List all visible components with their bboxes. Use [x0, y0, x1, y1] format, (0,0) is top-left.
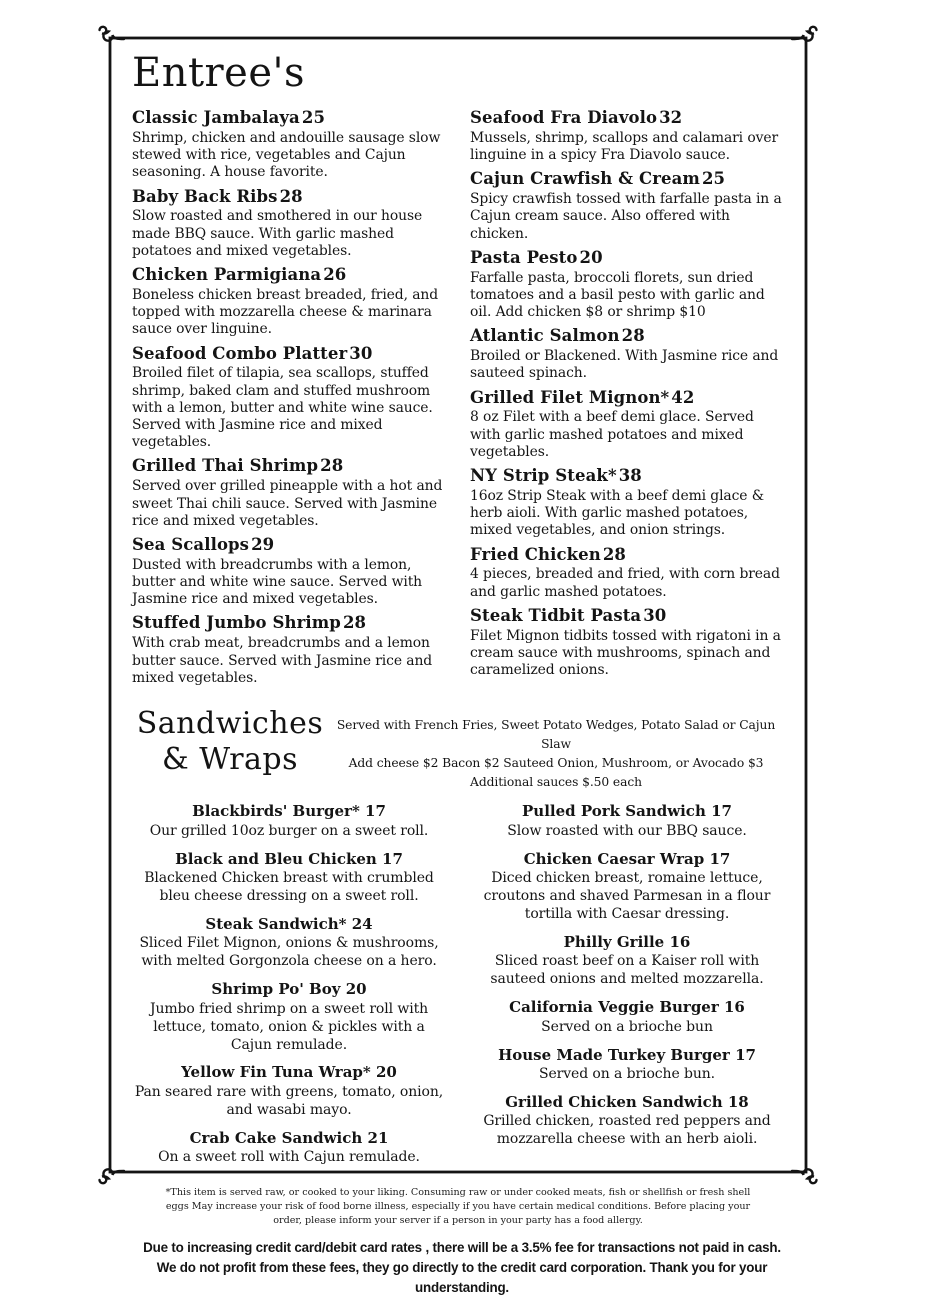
item-description: Served over grilled pineapple with a hot and sweet Thai chili sauce. Served with Jasmine rice and mixed vegetables.	[132, 478, 443, 529]
sandwiches-note-addons: Add cheese $2 Bacon $2 Sauteed Onion, Mushroom, or Avocado $3	[348, 756, 764, 771]
menu-item	[470, 326, 784, 382]
item-price: 28	[320, 456, 344, 476]
item-price: 16	[724, 998, 745, 1017]
item-name: Atlantic Salmon 28	[470, 326, 645, 346]
menu-item	[132, 850, 446, 906]
menu-content	[110, 38, 806, 1296]
item-description: Spicy crawfish tossed with farfalle pasta in a Cajun cream sauce. Also offered with chicken.	[470, 191, 782, 242]
sandwiches-title-line2: & Wraps	[161, 741, 299, 777]
item-price: 30	[349, 343, 373, 363]
item-description: With crab meat, breadcrumbs and a lemon butter sauce. Served with Jasmine rice and mixed vegetables.	[132, 635, 433, 686]
item-description: Slow roasted with our BBQ sauce.	[507, 822, 747, 839]
item-name: Chicken Caesar Wrap 17	[523, 849, 731, 868]
item-name: Crab Cake Sandwich 21	[189, 1128, 389, 1147]
menu-item	[132, 915, 446, 971]
item-name: Grilled Thai Shrimp 28	[132, 456, 344, 476]
item-description: Sliced Filet Mignon, onions & mushrooms, with melted Gorgonzola cheese on a hero.	[139, 935, 439, 970]
item-description: Filet Mignon tidbits tossed with rigatoni in a cream sauce with mushrooms, spinach and caramelized onions.	[470, 627, 781, 679]
item-price: 17	[709, 849, 731, 868]
menu-item	[470, 248, 784, 322]
item-name: Fried Chicken 28	[470, 544, 627, 564]
menu-item	[132, 1063, 446, 1119]
sandwiches-left-column	[132, 802, 446, 1176]
sandwiches-title-line1: Sandwiches	[136, 705, 324, 741]
item-price: 17	[735, 1045, 756, 1064]
menu-item	[470, 998, 784, 1036]
item-description: Broiled filet of tilapia, sea scallops, stuffed shrimp, baked clam and stuffed mushroom with a lemon, butter and white wine sauce. Served with Jasmine rice and mixed vegetables.	[132, 365, 433, 451]
item-name: Seafood Combo Platter 30	[132, 343, 373, 363]
sandwiches-note-sides: Served with French Fries, Sweet Potato Wedges, Potato Salad or Cajun Slaw	[336, 717, 776, 752]
item-name: Baby Back Ribs 28	[132, 186, 303, 206]
item-price: 25	[701, 169, 726, 189]
item-price: 20	[579, 247, 603, 267]
menu-item	[470, 1093, 784, 1149]
item-description: Farfalle pasta, broccoli florets, sun dried tomatoes and a basil pesto with garlic and oil. Add chicken $8 or shrimp $10	[470, 269, 765, 321]
menu-footer	[132, 1186, 784, 1298]
credit-card-fee-notice	[132, 1238, 792, 1298]
item-name: Yellow Fin Tuna Wrap* 20	[181, 1063, 397, 1082]
item-price: 20	[345, 980, 367, 999]
item-price: 28	[279, 186, 303, 206]
menu-item	[470, 850, 784, 924]
menu-item	[132, 613, 446, 687]
item-description: Mussels, shrimp, scallops and calamari over linguine in a spicy Fra Diavolo sauce.	[470, 129, 779, 164]
item-description: Blackened Chicken breast with crumbled bleu cheese dressing on a sweet roll.	[144, 870, 434, 904]
menu-item	[470, 802, 784, 840]
menu-item	[470, 169, 784, 243]
item-price: 32	[659, 108, 683, 127]
credit-card-fee-line2: We do not profit from these fees, they go directly to the credit card corporation. Thank you for your understanding.	[156, 1259, 768, 1296]
menu-item	[470, 108, 784, 164]
menu-item	[132, 456, 446, 530]
item-price: 28	[621, 326, 645, 346]
menu-item	[132, 980, 446, 1054]
item-name: NY Strip Steak* 38	[470, 466, 642, 486]
item-name: Steak Sandwich* 24	[205, 914, 373, 933]
item-description: Broiled or Blackened. With Jasmine rice and sauteed spinach.	[470, 348, 779, 382]
item-price: 17	[711, 802, 732, 821]
item-description: Jumbo fried shrimp on a sweet roll with lettuce, tomato, onion & pickles with a Cajun remulade.	[149, 1000, 429, 1053]
menu-item	[132, 802, 446, 840]
item-name: Cajun Crawfish & Cream 25	[470, 169, 726, 189]
item-name: Grilled Chicken Sandwich 18	[505, 1092, 749, 1111]
sandwiches-notes	[328, 706, 784, 792]
item-price: 29	[251, 534, 275, 554]
item-name: Blackbirds' Burger* 17	[192, 802, 386, 821]
menu-item	[132, 535, 446, 609]
menu-item	[132, 265, 446, 339]
item-name: Pulled Pork Sandwich 17	[522, 802, 732, 821]
item-name: Stuffed Jumbo Shrimp 28	[132, 613, 367, 633]
entrees-section	[132, 108, 784, 692]
item-description: Served on a brioche bun.	[538, 1066, 716, 1082]
sandwiches-right-column	[470, 802, 784, 1176]
sandwiches-section	[132, 802, 784, 1176]
item-description: Grilled chicken, roasted red peppers and mozzarella cheese with an herb aioli.	[483, 1113, 771, 1148]
item-name: Chicken Parmigiana 26	[132, 265, 347, 284]
raw-food-disclaimer: *This item is served raw, or cooked to your liking. Consuming raw or under cooked meats, fish or shellfish or fresh shell eggs May increase your risk of food borne illness, especially if you have certain medical conditions. Before placing your order, please inform your server if a person in your party has a food allergy.	[165, 1187, 751, 1226]
item-name: Philly Grille 16	[563, 932, 691, 951]
sandwiches-note-sauces: Additional sauces $.50 each	[470, 775, 642, 790]
item-description: Pan seared rare with greens, tomato, onion, and wasabi mayo.	[134, 1083, 444, 1118]
item-price: 20	[375, 1063, 397, 1082]
item-price: 28	[342, 613, 367, 633]
item-description: On a sweet roll with Cajun remulade.	[158, 1149, 420, 1166]
item-description: 16oz Strip Steak with a beef demi glace & herb aioli. With garlic mashed potatoes, mixed vegetables, and onion strings.	[470, 487, 764, 539]
item-price: 30	[643, 605, 667, 625]
item-price: 42	[671, 387, 695, 407]
menu-item	[132, 108, 446, 182]
menu-item	[470, 545, 784, 601]
item-description: Boneless chicken breast breaded, fried, and topped with mozzarella cheese & marinara sauce over linguine.	[132, 286, 439, 338]
item-description: Our grilled 10oz burger on a sweet roll.	[149, 822, 429, 839]
item-price: 17	[382, 849, 403, 868]
entrees-right-column	[470, 108, 784, 692]
item-description: Sliced roast beef on a Kaiser roll with sauteed onions and melted mozzarella.	[490, 953, 764, 988]
page-title: Entree's	[132, 50, 306, 96]
menu-item	[470, 466, 784, 540]
sandwiches-header	[132, 706, 784, 792]
menu-item	[470, 933, 784, 989]
menu-item	[132, 344, 446, 452]
item-name: Black and Bleu Chicken 17	[175, 849, 403, 868]
item-name: Steak Tidbit Pasta 30	[470, 605, 667, 625]
menu-item	[470, 1046, 784, 1084]
menu-item	[470, 606, 784, 680]
item-price: 28	[602, 544, 627, 564]
item-price: 16	[669, 932, 691, 951]
item-name: California Veggie Burger 16	[509, 998, 745, 1017]
entrees-left-column	[132, 108, 446, 692]
menu-item	[132, 187, 446, 261]
item-description: Shrimp, chicken and andouille sausage slow stewed with rice, vegetables and Cajun seasoning. A house favorite.	[132, 129, 441, 181]
item-price: 17	[365, 802, 386, 821]
item-name: Classic Jambalaya 25	[132, 108, 326, 127]
item-price: 26	[323, 265, 347, 284]
item-name: Seafood Fra Diavolo 32	[470, 108, 683, 127]
item-price: 21	[367, 1128, 389, 1147]
credit-card-fee-line1: Due to increasing credit card/debit card rates , there will be a 3.5% fee for transactions not paid in cash.	[143, 1239, 781, 1255]
item-name: Pasta Pesto 20	[470, 247, 603, 267]
item-price: 38	[618, 466, 642, 486]
menu-item	[132, 1129, 446, 1167]
item-description: Diced chicken breast, romaine lettuce, croutons and shaved Parmesan in a flour tortilla with Caesar dressing.	[483, 870, 771, 922]
item-description: 4 pieces, breaded and fried, with corn bread and garlic mashed potatoes.	[470, 566, 780, 600]
item-name: Sea Scallops 29	[132, 534, 275, 554]
item-description: Dusted with breadcrumbs with a lemon, butter and white wine sauce. Served with Jasmine rice and mixed vegetables.	[132, 556, 423, 608]
item-description: Slow roasted and smothered in our house made BBQ sauce. With garlic mashed potatoes and mixed vegetables.	[132, 208, 423, 259]
item-price: 24	[351, 914, 373, 933]
item-name: Grilled Filet Mignon* 42	[470, 387, 695, 407]
item-name: House Made Turkey Burger 17	[498, 1045, 756, 1064]
sandwiches-section-title	[132, 706, 328, 778]
item-price: 25	[301, 108, 326, 127]
item-price: 18	[727, 1092, 749, 1111]
item-description: 8 oz Filet with a beef demi glace. Served with garlic mashed potatoes and mixed vegetables.	[470, 409, 754, 460]
item-name: Shrimp Po' Boy 20	[211, 980, 367, 999]
item-description: Served on a brioche bun	[541, 1018, 713, 1035]
menu-item	[470, 388, 784, 462]
